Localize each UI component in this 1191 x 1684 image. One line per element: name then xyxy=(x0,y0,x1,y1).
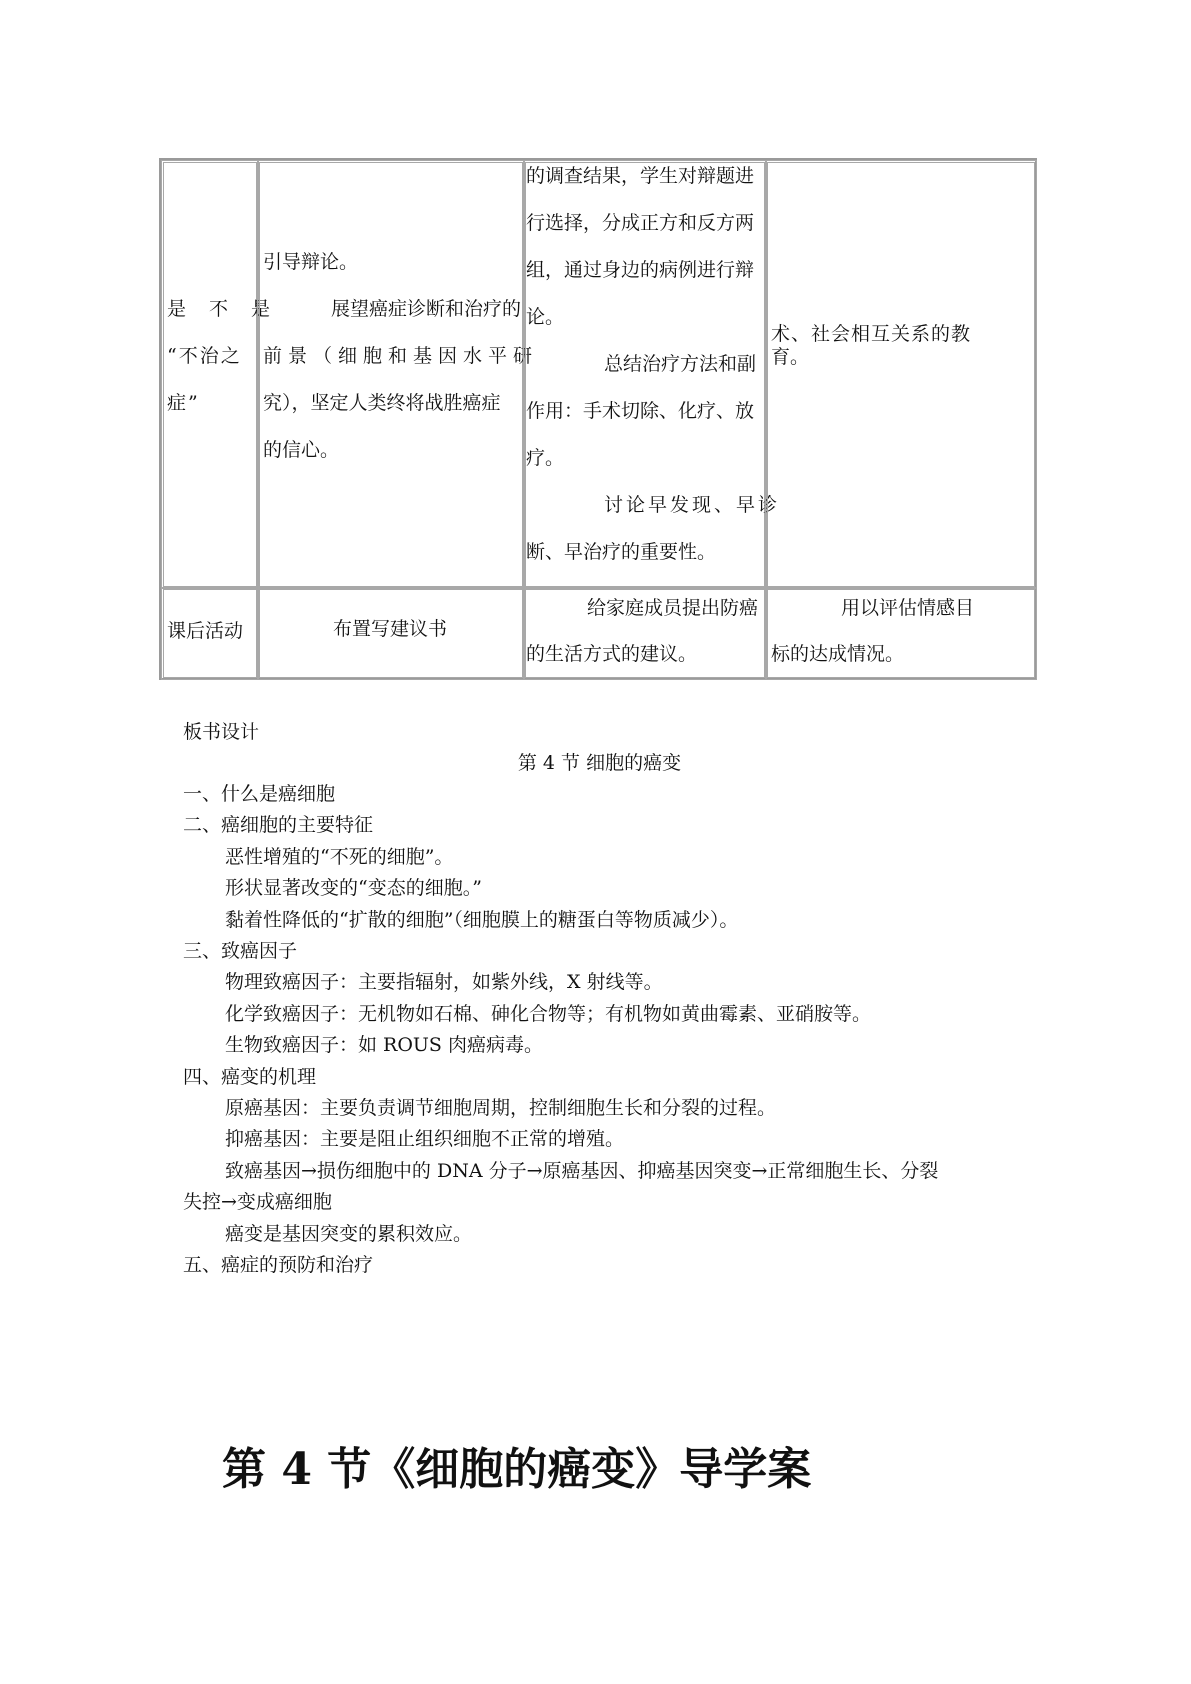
board-line: 四、癌变的机理 xyxy=(183,1065,317,1088)
cell-line: 展望癌症诊断和治疗的 xyxy=(331,298,522,320)
table-cell-r1c2 xyxy=(257,160,539,589)
cell-line: 育。 xyxy=(771,346,810,368)
cell-line: 行选择，分成正方和反方两 xyxy=(526,212,755,234)
cell-line: 布置写建议书 xyxy=(333,618,448,640)
cell-line: 断、早治疗的重要性。 xyxy=(526,541,717,563)
cell-line: 的信心。 xyxy=(263,439,340,461)
board-line: 物理致癌因子：主要指辐射，如紫外线，X 射线等。 xyxy=(225,971,663,994)
board-line: 恶性增殖的“不死的细胞”。 xyxy=(225,845,454,868)
lesson-plan-table xyxy=(159,158,1037,680)
cell-line: 的调查结果，学生对辩题进 xyxy=(526,165,755,187)
board-line: 黏着性降低的“扩散的细胞”（细胞膜上的糖蛋白等物质减少）。 xyxy=(225,908,739,931)
board-line: 癌变是基因突变的累积效应。 xyxy=(225,1222,473,1245)
cell-line: 引导辩论。 xyxy=(263,251,359,273)
board-line: 三、致癌因子 xyxy=(183,940,298,963)
cell-line: 前景（细胞和基因水平研 xyxy=(263,345,539,367)
table-cell-r1c3 xyxy=(523,160,781,589)
cell-line: 标的达成情况。 xyxy=(771,643,905,665)
board-line: 化学致癌因子：无机物如石棉、砷化合物等；有机物如黄曲霉素、亚硝胺等。 xyxy=(225,1002,872,1025)
board-line: 生物致癌因子：如 ROUS 肉癌病毒。 xyxy=(225,1034,543,1057)
cell-line: 术、社会相互关系的教 xyxy=(771,323,972,345)
cell-line: 究），坚定人类终将战胜癌症 xyxy=(263,392,501,414)
table-cell-r2c2 xyxy=(257,587,525,680)
cell-line: 疗。 xyxy=(526,447,565,469)
cell-line: 课后活动 xyxy=(167,620,244,642)
cell-line: 讨论早发现、早诊 xyxy=(604,494,781,516)
table-cell-r1c1 xyxy=(161,160,273,589)
cell-line: 的生活方式的建议。 xyxy=(526,643,698,665)
table-cell-r2c3 xyxy=(523,587,767,680)
table-cell-r1c4 xyxy=(765,160,1037,589)
cell-line: 论。 xyxy=(526,306,565,328)
board-outline xyxy=(183,779,1043,1282)
board-line: 一、什么是癌细胞 xyxy=(183,783,336,805)
cell-line: 总结治疗方法和副 xyxy=(604,353,757,375)
document-heading: 第 4 节《细胞的癌变》导学案 xyxy=(222,1444,812,1495)
cell-line: 症” xyxy=(167,392,200,414)
board-line: 抑癌基因：主要是阻止组织细胞不正常的增殖。 xyxy=(225,1128,625,1151)
cell-line: 是 不 是 xyxy=(167,298,273,320)
board-title: 第 4 节 细胞的癌变 xyxy=(517,752,682,774)
table-cell-r2c4 xyxy=(765,587,1037,680)
cell-line: 作用：手术切除、化疗、放 xyxy=(526,400,755,422)
board-line: 形状显著改变的“变态的细胞。” xyxy=(225,877,482,900)
cell-line: 给家庭成员提出防癌 xyxy=(587,597,759,619)
board-design-label: 板书设计 xyxy=(183,721,260,743)
table-cell-r2c1 xyxy=(161,587,259,680)
cell-line: 组，通过身边的病例进行辩 xyxy=(526,259,755,281)
cell-line: “不治之 xyxy=(167,345,242,367)
board-line: 五、癌症的预防和治疗 xyxy=(183,1254,374,1277)
board-line: 致癌基因→损伤细胞中的 DNA 分子→原癌基因、抑癌基因突变→正常细胞生长、分裂 xyxy=(225,1159,939,1182)
board-line: 原癌基因：主要负责调节细胞周期，控制细胞生长和分裂的过程。 xyxy=(225,1097,777,1120)
cell-line: 用以评估情感目 xyxy=(841,597,975,619)
board-line: 失控→变成癌细胞 xyxy=(183,1191,332,1214)
board-line: 二、癌细胞的主要特征 xyxy=(183,814,374,837)
